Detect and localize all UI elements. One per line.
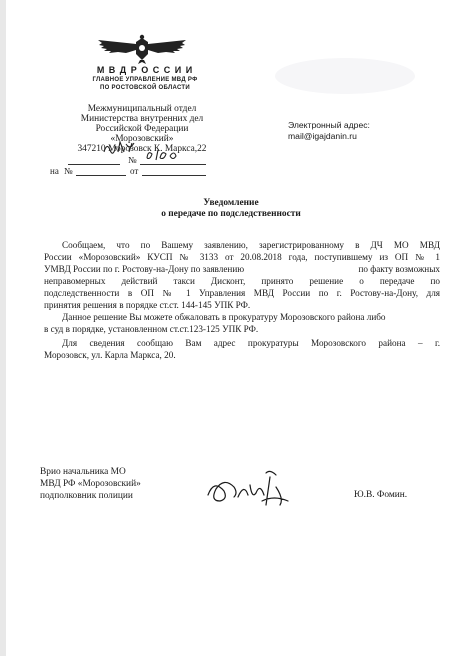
number-sign: №	[128, 155, 137, 165]
document-title: Уведомление	[203, 198, 259, 208]
signer-rank: подполковник полиции	[40, 491, 133, 501]
p1-line-2: России «Морозовский» КУСП № 3133 от 20.08.2018 года, поступившему из ОП № 1	[44, 252, 440, 262]
on-number-sign: №	[64, 166, 73, 176]
dept-line-4: «Морозовский»	[110, 134, 174, 144]
org-title: М В Д Р О С С И И	[96, 65, 194, 75]
handwritten-date	[102, 140, 138, 154]
p1-line-6: принятия решения в порядке ст.ст. 144-145 УПК РФ.	[44, 300, 251, 310]
p3-line-2: Морозовск, ул. Карла Маркса, 20.	[44, 350, 176, 360]
dept-address: 347210 Морозовск К. Маркса,22	[77, 144, 207, 154]
faint-stamp-mark	[270, 56, 420, 96]
date-line	[68, 164, 120, 165]
on-label: на	[50, 166, 59, 176]
p1-line-4: неправомерных действий такси Дисконт, принято решение о передаче по	[44, 276, 440, 286]
number-line	[140, 164, 206, 165]
p2-line-2: в суд в порядке, установленном ст.ст.123-125 УПК РФ.	[44, 324, 259, 334]
p1-line-3b: по факту возможных	[358, 264, 440, 274]
org-subtitle-1: ГЛАВНОЕ УПРАВЛЕНИЕ МВД РФ	[92, 77, 198, 83]
signer-position-2: МВД РФ «Морозовский»	[40, 479, 141, 489]
dept-line-3: Российской Федерации	[95, 124, 189, 134]
p1-line-1: Сообщаем, что по Вашему заявлению, зарегистрированному в ДЧ МО МВД	[62, 240, 440, 250]
p1-line-3a: УМВД России по г. Ростову-на-Дону по заявлению	[44, 264, 245, 274]
p3-line-1: Для сведения сообщаю Вам адрес прокуратуры Морозовского района – г.	[62, 338, 440, 348]
p2-line-1: Данное решение Вы можете обжаловать в прокуратуру Морозовского района либо	[62, 312, 386, 322]
email-value: mail@igajdanin.ru	[288, 131, 357, 141]
handwritten-signature	[204, 465, 304, 510]
from-label: от	[130, 166, 139, 176]
on-number-line	[76, 175, 126, 176]
signer-name: Ю.В. Фомин.	[354, 490, 408, 500]
handwritten-number	[144, 148, 180, 162]
from-date-line	[142, 175, 206, 176]
dept-line-2: Министерства внутренних дел	[80, 114, 204, 124]
document-subtitle: о передаче по подследственности	[161, 209, 301, 219]
signer-position-1: Врио начальника МО	[40, 467, 126, 477]
org-subtitle-2: ПО РОСТОВСКОЙ ОБЛАСТИ	[99, 85, 191, 91]
p1-line-5: подследственности в ОП № 1 Управления МВД России по г. Ростову-на-Дону, для	[44, 288, 440, 298]
mvd-emblem-icon	[96, 34, 188, 64]
dept-line-1: Межмуниципальный отдел	[87, 104, 197, 114]
email-label: Электронный адрес:	[288, 120, 370, 130]
scan-edge	[0, 0, 6, 656]
